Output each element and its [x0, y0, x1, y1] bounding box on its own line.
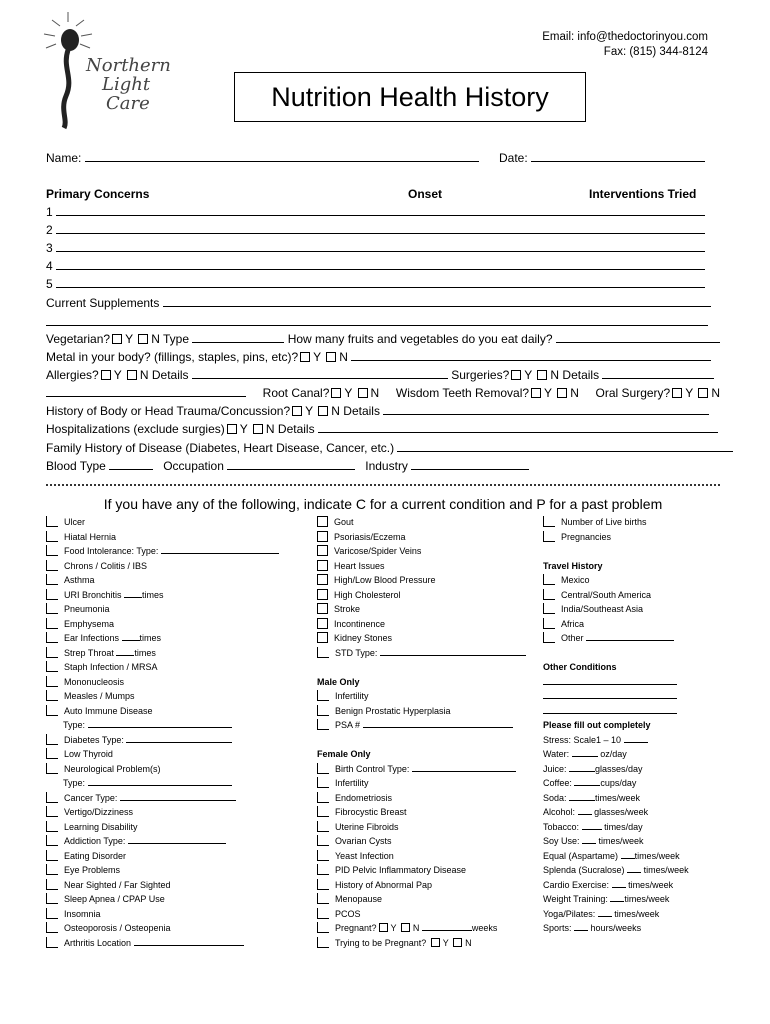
cond-neuro-type[interactable]: Type:: [46, 776, 306, 791]
name-row: [46, 151, 479, 165]
other-conditions-line3[interactable]: [543, 704, 723, 719]
cond-menopause[interactable]: Menopause: [317, 892, 537, 907]
cond-yeast[interactable]: Yeast Infection: [317, 849, 537, 864]
splenda-field[interactable]: Splenda (Sucralose) times/week: [543, 865, 689, 875]
cond-vertigo[interactable]: Vertigo/Dizziness: [46, 805, 306, 820]
cond-sighted[interactable]: Near Sighted / Far Sighted: [46, 878, 306, 893]
metal-yes-checkbox[interactable]: [300, 352, 310, 362]
travel-india[interactable]: India/Southeast Asia: [543, 602, 723, 617]
cond-cancer[interactable]: Cancer Type:: [46, 791, 306, 806]
date-label: Date:: [499, 151, 528, 165]
conditions-col3: [543, 515, 723, 936]
cond-chrons[interactable]: Chrons / Colitis / IBS: [46, 559, 306, 574]
cond-bph[interactable]: Benign Prostatic Hyperplasia: [317, 704, 537, 719]
soy-field[interactable]: Soy Use: times/week: [543, 836, 644, 846]
concern-row-3[interactable]: 3: [46, 241, 705, 255]
date-field[interactable]: [531, 151, 705, 162]
logo-line3: Care: [106, 93, 150, 114]
male-only-header: Male Only: [317, 676, 360, 687]
metal-no-checkbox[interactable]: [326, 352, 336, 362]
travel-central-south[interactable]: Central/South America: [543, 588, 723, 603]
family-row: Family History of Disease (Diabetes, Heart Disease, Cancer, etc.): [46, 441, 733, 455]
logo: [38, 8, 178, 132]
travel-africa[interactable]: Africa: [543, 617, 723, 632]
other-conditions-line2[interactable]: [543, 689, 723, 704]
allergies-row: Allergies? Y N Details Surgeries? Y N Details: [46, 368, 714, 382]
wisdom-yes-checkbox[interactable]: [531, 388, 541, 398]
travel-mexico[interactable]: Mexico: [543, 573, 723, 588]
cond-pap[interactable]: History of Abnormal Pap: [317, 878, 537, 893]
cond-learning[interactable]: Learning Disability: [46, 820, 306, 835]
oral-no-checkbox[interactable]: [698, 388, 708, 398]
oral-yes-checkbox[interactable]: [672, 388, 682, 398]
veg-yes-checkbox[interactable]: [112, 334, 122, 344]
conditions-col1: [46, 515, 306, 950]
metal-row: Metal in your body? (fillings, staples, pins, etc)? Y N: [46, 350, 711, 364]
divider: [46, 484, 720, 486]
cond-uterine[interactable]: Uterine Fibroids: [317, 820, 537, 835]
cond-thyroid[interactable]: Low Thyroid: [46, 747, 306, 762]
hosp-no-checkbox[interactable]: [253, 424, 263, 434]
cond-live-births[interactable]: Number of Live births: [543, 515, 723, 530]
logo-line1: Northern: [86, 55, 171, 76]
dental-row: Root Canal? Y N Wisdom Teeth Removal? Y N Oral Surgery? Y N: [46, 386, 720, 400]
alcohol-field[interactable]: Alcohol: glasses/week: [543, 807, 649, 817]
rootcanal-yes-checkbox[interactable]: [331, 388, 341, 398]
name-field[interactable]: [85, 151, 479, 162]
female-only-header: Female Only: [317, 749, 371, 759]
concern-row-5[interactable]: 5: [46, 277, 705, 291]
cond-trying-pregnant[interactable]: Trying to be Pregnant? Y N: [317, 936, 537, 951]
cond-staph[interactable]: Staph Infection / MRSA: [46, 660, 306, 675]
hospitalizations-row: Hospitalizations (exclude surgies) Y N Details: [46, 422, 718, 436]
blood-row: Blood Type Occupation Industry: [46, 459, 529, 473]
supplements-row[interactable]: Current Supplements: [46, 296, 711, 310]
cond-eating[interactable]: Eating Disorder: [46, 849, 306, 864]
cond-incontinence[interactable]: Incontinence: [317, 617, 537, 632]
weight-field[interactable]: Weight Training: times/week: [543, 894, 670, 904]
cond-birth-control[interactable]: Birth Control Type:: [317, 762, 537, 777]
cond-sleep[interactable]: Sleep Apnea / CPAP Use: [46, 892, 306, 907]
onset-header: Onset: [408, 187, 443, 201]
cond-insomnia[interactable]: Insomnia: [46, 907, 306, 922]
cond-varicose[interactable]: Varicose/Spider Veins: [317, 544, 537, 559]
travel-header: Travel History: [543, 560, 603, 571]
surgeries-yes-checkbox[interactable]: [511, 370, 521, 380]
cond-arthritis[interactable]: Arthritis Location: [46, 936, 306, 951]
name-label: Name:: [46, 151, 82, 165]
contact-info: [542, 30, 708, 60]
cond-pneumonia[interactable]: Pneumonia: [46, 602, 306, 617]
trauma-yes-checkbox[interactable]: [292, 406, 302, 416]
cond-eye[interactable]: Eye Problems: [46, 863, 306, 878]
concern-row-4[interactable]: 4: [46, 259, 705, 273]
allergies-no-checkbox[interactable]: [127, 370, 137, 380]
veg-no-checkbox[interactable]: [138, 334, 148, 344]
cond-neuro[interactable]: Neurological Problem(s): [46, 762, 306, 777]
coffee-field[interactable]: Coffee: cups/day: [543, 778, 637, 788]
other-conditions-header: Other Conditions: [543, 662, 617, 672]
surgeries-no-checkbox[interactable]: [537, 370, 547, 380]
cond-asthma[interactable]: Asthma: [46, 573, 306, 588]
hosp-yes-checkbox[interactable]: [227, 424, 237, 434]
concern-row-2[interactable]: 2: [46, 223, 705, 237]
cond-mono[interactable]: Mononucleosis: [46, 675, 306, 690]
cond-uri[interactable]: URI Bronchitis times: [46, 588, 306, 603]
cond-food[interactable]: Food Intolerance: Type:: [46, 544, 306, 559]
rootcanal-no-checkbox[interactable]: [358, 388, 368, 398]
allergies-yes-checkbox[interactable]: [101, 370, 111, 380]
juice-field[interactable]: Juice: glasses/day: [543, 763, 643, 774]
soda-field[interactable]: Soda: times/week: [543, 792, 641, 803]
cond-measles[interactable]: Measles / Mumps: [46, 689, 306, 704]
cond-autoimmune[interactable]: Auto Immune Disease: [46, 704, 306, 719]
water-field[interactable]: Water: oz/day: [543, 749, 627, 759]
cond-male-infertility[interactable]: Infertility: [317, 689, 537, 704]
supplements-line2[interactable]: [46, 325, 708, 326]
stress-field[interactable]: Stress: Scale1 – 10: [543, 733, 723, 748]
cond-heart[interactable]: Heart Issues: [317, 559, 537, 574]
cond-bp[interactable]: High/Low Blood Pressure: [317, 573, 537, 588]
conditions-col2: [317, 515, 537, 950]
logo-line2: Light: [102, 74, 151, 95]
cond-psa[interactable]: PSA #: [317, 718, 537, 733]
date-row: [499, 151, 705, 165]
aspartame-field[interactable]: Equal (Aspartame) times/week: [543, 850, 680, 861]
cond-kidney[interactable]: Kidney Stones: [317, 631, 537, 646]
wisdom-no-checkbox[interactable]: [557, 388, 567, 398]
interventions-header: Interventions Tried: [589, 187, 697, 201]
cond-ear[interactable]: Ear Infections times: [46, 631, 306, 646]
fill-completely-header: Please fill out completely: [543, 720, 651, 730]
yoga-field[interactable]: Yoga/Pilates: times/week: [543, 908, 660, 919]
cond-osteo[interactable]: Osteoporosis / Osteopenia: [46, 921, 306, 936]
cond-pid[interactable]: PID Pelvic Inflammatory Disease: [317, 863, 537, 878]
cond-psoriasis[interactable]: Psoriasis/Eczema: [317, 530, 537, 545]
cond-pregnant[interactable]: Pregnant? Y N weeks: [317, 921, 537, 936]
cond-addiction[interactable]: Addiction Type:: [46, 834, 306, 849]
travel-other[interactable]: Other: [543, 631, 723, 646]
fax: Fax: (815) 344-8124: [603, 46, 708, 58]
cond-endometriosis[interactable]: Endometriosis: [317, 791, 537, 806]
vegetarian-row: Vegetarian? Y N Type How many fruits and vegetables do you eat daily?: [46, 332, 720, 346]
cond-female-infertility[interactable]: Infertility: [317, 776, 537, 791]
cond-cholesterol[interactable]: High Cholesterol: [317, 588, 537, 603]
instruction: If you have any of the following, indicate C for a current condition and P for a past problem: [103, 496, 663, 512]
cond-stroke[interactable]: Stroke: [317, 602, 537, 617]
cond-autoimmune-type[interactable]: Type:: [46, 718, 306, 733]
cond-fibrocystic[interactable]: Fibrocystic Breast: [317, 805, 537, 820]
cond-emphysema[interactable]: Emphysema: [46, 617, 306, 632]
cond-pcos[interactable]: PCOS: [317, 907, 537, 922]
tobacco-field[interactable]: Tobacco: times/day: [543, 821, 643, 832]
sports-field[interactable]: Sports: hours/weeks: [543, 923, 642, 933]
other-conditions-line1[interactable]: [543, 675, 723, 690]
cond-ovarian[interactable]: Ovarian Cysts: [317, 834, 537, 849]
concerns-header: Primary Concerns: [46, 187, 150, 201]
cardio-field[interactable]: Cardio Exercise: times/week: [543, 879, 674, 890]
cond-pregnancies[interactable]: Pregnancies: [543, 530, 723, 545]
cond-ulcer[interactable]: Ulcer: [46, 515, 306, 530]
concern-row-1[interactable]: 1: [46, 205, 705, 219]
cond-std[interactable]: STD Type:: [317, 646, 537, 661]
cond-gout[interactable]: Gout: [317, 515, 537, 530]
cond-diabetes[interactable]: Diabetes Type:: [46, 733, 306, 748]
trauma-no-checkbox[interactable]: [318, 406, 328, 416]
page-title: Nutrition Health History: [234, 72, 586, 122]
cond-hiatal[interactable]: Hiatal Hernia: [46, 530, 306, 545]
email: Email: info@thedoctorinyou.com: [542, 31, 708, 43]
trauma-row: History of Body or Head Trauma/Concussion? Y N Details: [46, 404, 709, 418]
cond-strep[interactable]: Strep Throat times: [46, 646, 306, 661]
